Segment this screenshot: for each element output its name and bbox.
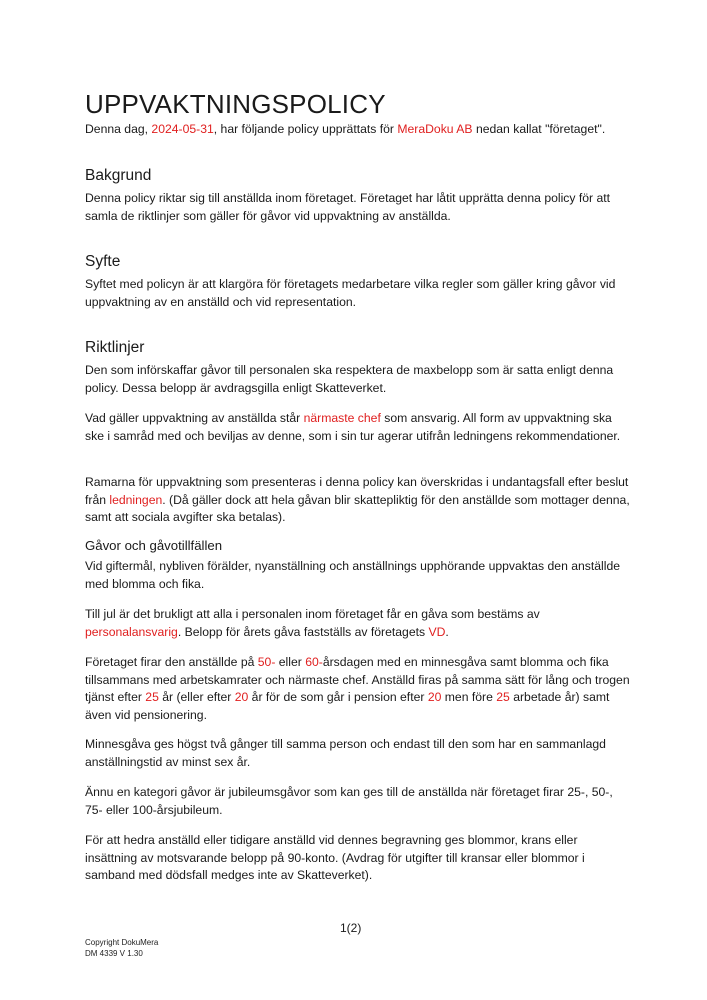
text-span: Ramarna för uppvaktning som presenteras i denna policy kan överskridas i undantagsfall efter beslut från [85, 475, 629, 507]
heading-gavor: Gåvor och gåvotillfällen [85, 538, 223, 553]
text-span: Vad gäller uppvaktning av anställda står [85, 411, 304, 425]
footer-doc-id: DM 4339 V 1.30 [85, 949, 143, 958]
intro-text: Denna dag, [85, 122, 152, 136]
riktlinjer-p3 [85, 474, 630, 527]
policy-date: 2024-05-31 [151, 122, 214, 136]
role-highlight: närmaste chef [303, 411, 381, 425]
footer-copyright: Copyright DokuMera [85, 938, 159, 947]
gavor-p4: Minnesgåva ges högst två gånger till samma person och endast till den som har en sammanlagd anställningstid av minst sex år. [85, 737, 606, 769]
text-span: . Belopp för årets gåva fastställs av företagets [177, 624, 429, 639]
footer [85, 937, 158, 959]
gavor-p1: Vid giftermål, nybliven förälder, nyanställning och anställnings upphörande uppvaktas den anställde med blomma och fika. [85, 559, 621, 591]
text-span: år (eller efter [158, 690, 235, 704]
intro-paragraph [85, 121, 630, 139]
text-span: år för de som går i pension efter [248, 690, 428, 704]
text-span: Till jul är det brukligt att alla i personalen inom företaget får en gåva som bestäms av [85, 607, 540, 621]
value-highlight: 20 [234, 690, 249, 704]
role-highlight: personalansvarig [85, 624, 178, 639]
riktlinjer-p1: Den som införskaffar gåvor till personalen ska respektera de maxbelopp som är satta enligt denna policy. Dessa belopp är avdragsgilla enligt Skatteverket. [85, 363, 614, 395]
gavor-p6: För att hedra anställd eller tidigare anställd vid dennes begravning ges blommor, krans eller insättning av motsvarande belopp på 90-konto. (Avdrag för utgifter till kransar eller blommor i samband med dödsfall medges inte av Skatteverket). [85, 833, 585, 882]
value-highlight: 50- [257, 655, 276, 669]
text-span: årsdagen med en minnesgåva samt blomma och fika tillsammans med arbetskamrater och närmaste chef. Anställd firas på samma sätt för lång och trogen tjänst efter [85, 655, 630, 704]
page-title: UPPVAKTNINGSPOLICY [85, 89, 386, 119]
page-number: 1(2) [340, 921, 362, 935]
text-span: eller [275, 655, 306, 669]
gavor-p3 [85, 654, 630, 724]
text-span: Företaget firar den anställde på [85, 655, 258, 669]
value-highlight: 25 [145, 690, 159, 704]
heading-riktlinjer: Riktlinjer [85, 339, 145, 356]
value-highlight: 60- [305, 655, 323, 669]
text-span: som ansvarig. All form av uppvaktning ska ske i samråd med och beviljas av denne, som i sin tur agerar utifrån ledningens rekommendationer. [85, 411, 621, 443]
text-span: . (Då gäller dock att hela gåvan blir skattepliktig för den anställde som mottager denna, samt att sociala avgifter ska betalas). [85, 492, 630, 524]
syfte-text: Syftet med policyn är att klargöra för företagets medarbetare vilka regler som gäller kring gåvor vid uppvaktning av en anställd och vid representation. [85, 277, 616, 309]
role-highlight: ledningen [109, 492, 163, 507]
value-highlight: 25 [496, 690, 510, 704]
intro-text: nedan kallat "företaget". [472, 122, 606, 136]
company-name: MeraDoku AB [397, 122, 473, 136]
gavor-p5: Ännu en kategori gåvor är jubileumsgåvor som kan ges till de anställda när företaget firar 25-, 50-, 75- eller 100-årsjubileum. [85, 785, 613, 817]
text-span: arbetade år) samt även vid pensionering. [85, 690, 610, 722]
value-highlight: 20 [427, 690, 442, 704]
heading-syfte: Syfte [85, 253, 121, 270]
heading-bakgrund: Bakgrund [85, 167, 152, 184]
intro-text: , har följande policy upprättats för [213, 122, 398, 136]
riktlinjer-p2 [85, 410, 630, 445]
text-span: . [445, 624, 449, 639]
role-highlight: VD [428, 624, 446, 639]
bakgrund-text: Denna policy riktar sig till anställda inom företaget. Företaget har låtit upprätta denna policy för att samla de riktlinjer som gäller för gåvor vid uppvaktning av anställda. [85, 191, 611, 223]
gavor-p2 [85, 606, 630, 641]
text-span: men före [441, 690, 497, 704]
